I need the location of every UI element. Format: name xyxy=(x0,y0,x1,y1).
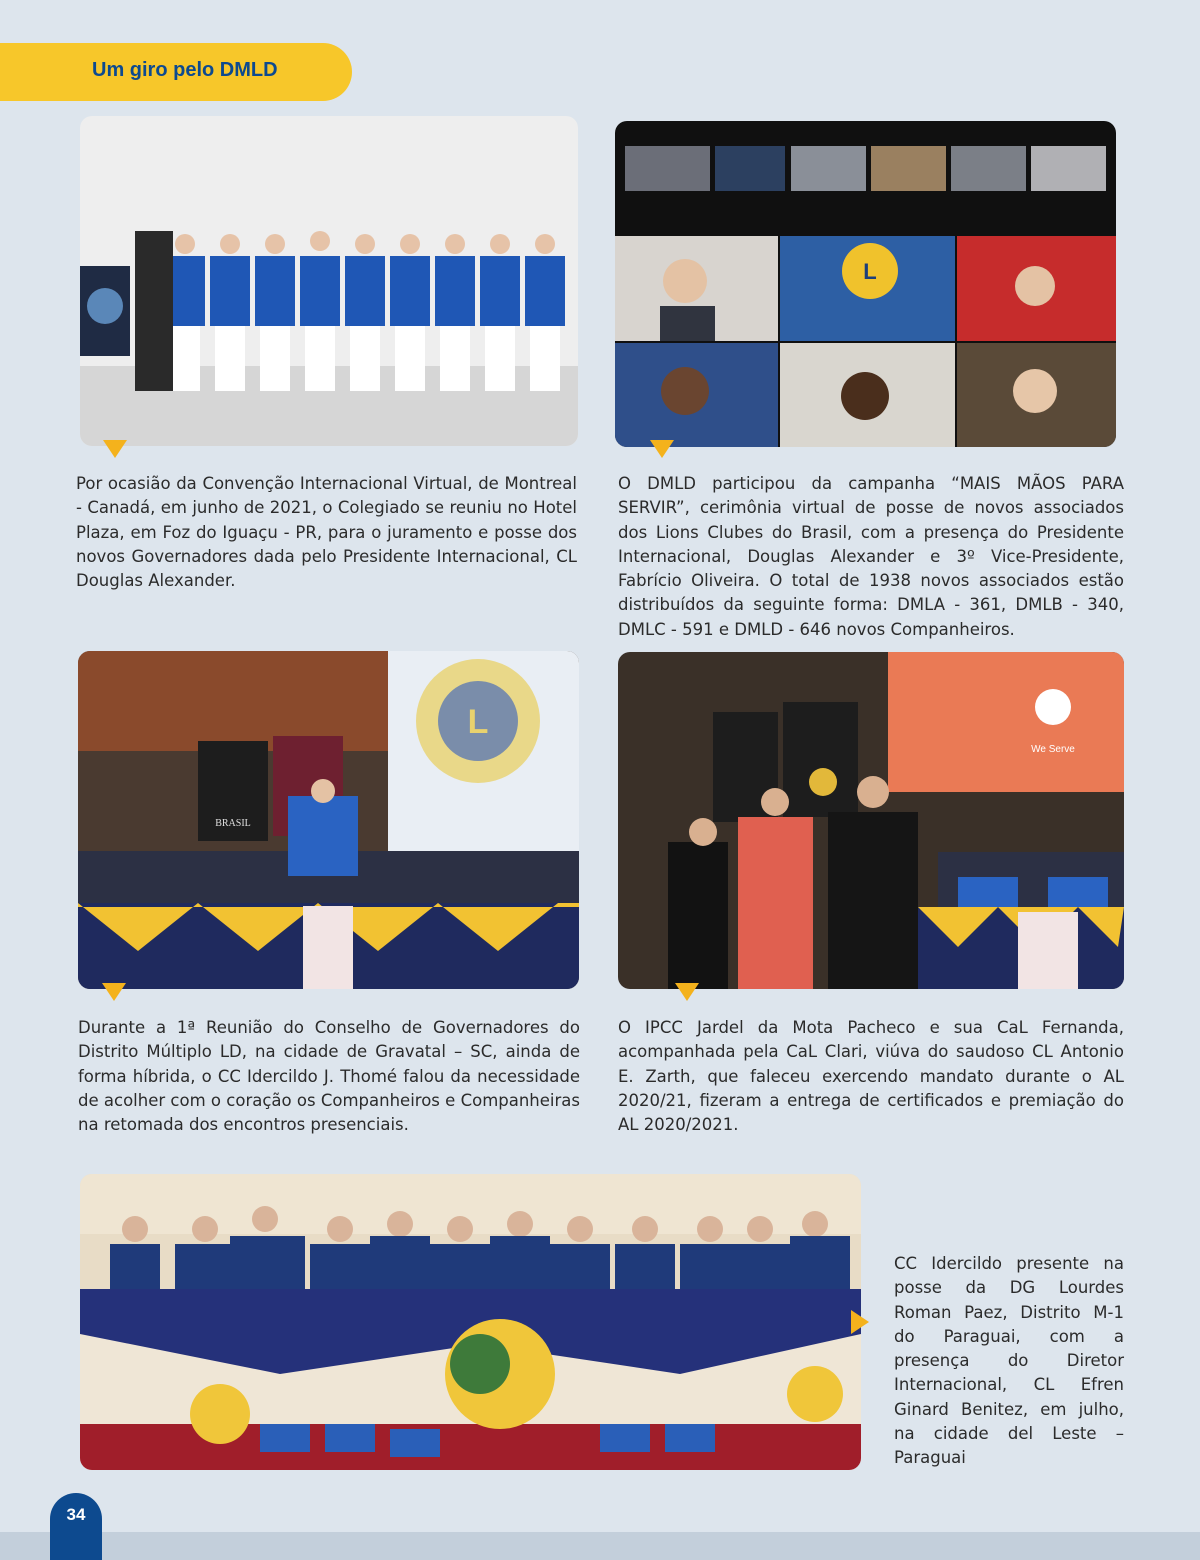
footer-band xyxy=(0,1532,1200,1560)
photo-pointer-icon xyxy=(650,440,674,458)
caption-council-meeting: Durante a 1ª Reunião do Conselho de Governadores do Distrito Múltiplo LD, na cidade de Gravatal – SC, ainda de forma híbrida, o CC Idercildo J. Thomé falou da necessidade de acolher com o coração os Companheiros e Companheiras na retomada dos encontros presenciais. xyxy=(78,1018,580,1135)
photo-virtual-ceremony xyxy=(615,121,1116,447)
caption-virtual-ceremony: O DMLD participou da campanha “MAIS MÃOS PARA SERVIR”, cerimônia virtual de posse de novos associados dos Lions Clubes do Brasil, com a presença do Presidente Internacional, Douglas Alexander e 3º Vice-Presidente, Fabrício Oliveira. O total de 1938 novos associados estão distribuídos da seguinte forma: DMLA - 361, DMLB - 340, DMLC - 591 e DMLD - 646 novos Companheiros. xyxy=(618,474,1124,639)
section-header-banner xyxy=(0,43,352,101)
photo-pointer-icon xyxy=(102,983,126,1001)
banner-text: BRASIL xyxy=(215,818,251,829)
caption-convention: Por ocasião da Convenção Internacional Virtual, de Montreal - Canadá, em junho de 2021, o Colegiado se reuniu no Hotel Plaza, em Foz do Iguaçu - PR, para o juramento e posse dos novos Governadores dada pelo Presidente Internacional, CL Douglas Alexander. xyxy=(76,474,577,591)
we-serve-text: We Serve xyxy=(1031,744,1075,755)
page-number: 34 xyxy=(50,1493,102,1560)
photo-group-convention xyxy=(80,116,578,446)
section-title: Um giro pelo DMLD xyxy=(92,59,278,81)
photo-pointer-icon xyxy=(103,440,127,458)
photo-paraguay-ceremony xyxy=(80,1174,861,1470)
caption-paraguay-ceremony: CC Idercildo presente na posse da DG Lourdes Roman Paez, Distrito M-1 do Paraguai, com a presença do Diretor Internacional, CL Efren Ginard Benitez, em julho, na cidade del Leste – Paraguai xyxy=(894,1254,1124,1468)
lions-logo-letter: L xyxy=(863,259,877,284)
photo-pointer-icon xyxy=(675,983,699,1001)
photo-pointer-icon xyxy=(851,1310,869,1334)
lions-logo-letter: L xyxy=(467,703,489,741)
photo-council-meeting xyxy=(78,651,579,989)
photo-certificates-award xyxy=(618,652,1124,989)
caption-certificates-award: O IPCC Jardel da Mota Pacheco e sua CaL Fernanda, acompanhada pela CaL Clari, viúva do saudoso CL Antonio E. Zarth, que faleceu exercendo mandato durante o AL 2020/21, fizeram a entrega de certificados e premiação do AL 2020/2021. xyxy=(618,1018,1124,1135)
